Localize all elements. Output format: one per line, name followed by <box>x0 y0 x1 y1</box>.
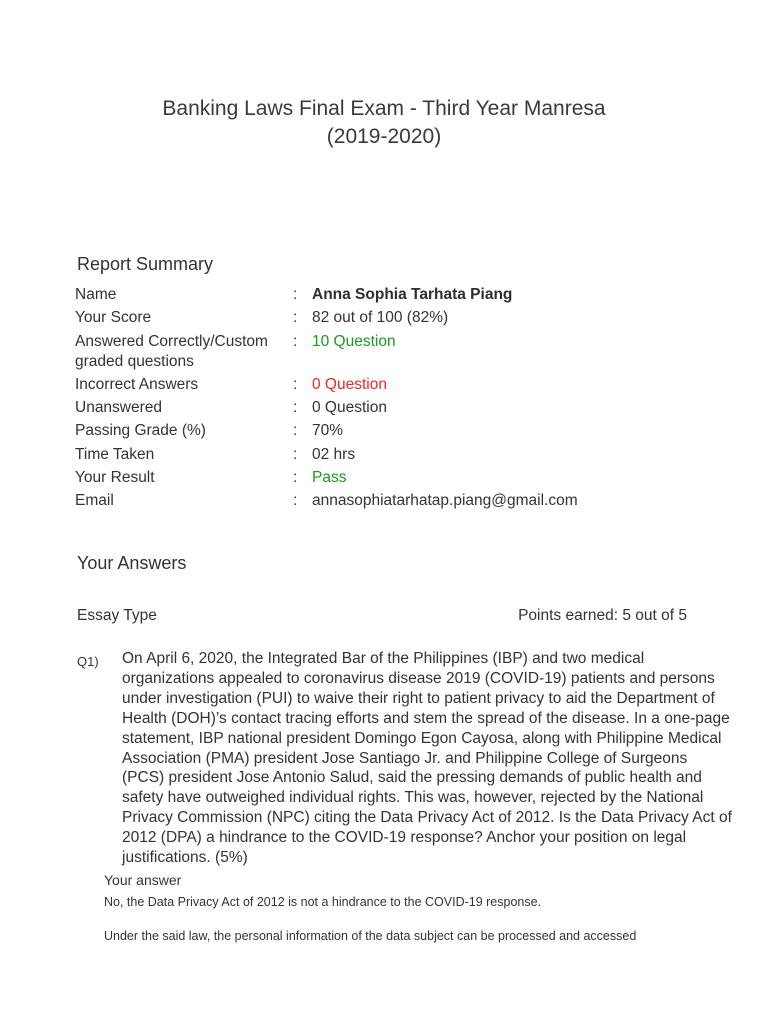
summary-label: Name <box>75 286 117 303</box>
answer-paragraph: No, the Data Privacy Act of 2012 is not a hindrance to the COVID-19 response. <box>104 895 542 909</box>
summary-label: Answered Correctly/Custom graded questions <box>75 332 268 370</box>
summary-separator: : <box>293 286 298 303</box>
summary-label: Email <box>75 492 114 510</box>
summary-row-time-taken <box>75 445 715 465</box>
summary-separator: : <box>293 445 298 463</box>
summary-label: Your Score <box>75 309 152 327</box>
email-value: annasophiatarhatap.piang@gmail.com <box>312 492 578 510</box>
summary-label: Time Taken <box>75 445 155 463</box>
summary-row-passing-grade <box>75 421 715 441</box>
page-title-line-2: (2019-2020) <box>326 125 442 148</box>
question-header <box>77 606 687 626</box>
summary-row-result <box>75 468 715 488</box>
time-taken-value: 02 hrs <box>312 445 356 463</box>
page-title <box>0 95 768 151</box>
summary-label: Passing Grade (%) <box>75 422 206 440</box>
unanswered-value: 0 Question <box>312 399 387 417</box>
points-earned-label: Points earned: 5 out of 5 <box>518 607 687 624</box>
summary-separator: : <box>293 309 298 327</box>
report-summary-heading: Report Summary <box>77 254 214 274</box>
page-title-line-1: Banking Laws Final Exam - Third Year Manresa <box>162 97 606 120</box>
summary-separator: : <box>293 469 298 487</box>
report-summary-table <box>75 285 715 515</box>
summary-separator: : <box>293 422 298 440</box>
your-answers-heading: Your Answers <box>77 553 187 573</box>
summary-label: Your Result <box>75 469 155 487</box>
question-type-label: Essay Type <box>77 607 157 624</box>
summary-row-score <box>75 308 715 328</box>
your-answer-label: Your answer <box>104 872 182 888</box>
answer-paragraph: Under the said law, the personal information of the data subject can be processed and accessed <box>104 929 637 943</box>
question-text: On April 6, 2020, the Integrated Bar of the Philippines (IBP) and two medical organizations appealed to coronavirus disease 2019 (COVID-19) patients and persons under investigation (PUI) to waive their right to patient privacy to aid the Department of Health (DOH)’s contact tracing efforts and stem the spread of the disease. In a one-page statement, IBP national president Domingo Egon Cayosa, along with Philippine Medical Association (PMA) president Jose Santiago Jr. and Philippine College of Surgeons (PCS) president Jose Antonio Salud, said the pressing demands of public health and safety have outweighed individual rights. This was, however, rejected by the National Privacy Commission (NPC) citing the Data Privacy Act of 2012. Is the Data Privacy Act of 2012 (DPA) a hindrance to the COVID-19 response? Anchor your position on legal justifications. (5%) <box>122 650 732 867</box>
summary-row-unanswered <box>75 398 715 418</box>
result-value: Pass <box>312 469 347 487</box>
student-name-value: Anna Sophia Tarhata Piang <box>312 286 513 303</box>
incorrect-answers-value: 0 Question <box>312 375 387 393</box>
summary-row-answered-correctly <box>75 332 715 372</box>
summary-row-email <box>75 491 715 511</box>
summary-row-name <box>75 285 715 305</box>
summary-label: Unanswered <box>75 399 163 417</box>
summary-label: Incorrect Answers <box>75 375 199 393</box>
passing-grade-value: 70% <box>312 422 344 440</box>
summary-row-incorrect <box>75 375 715 395</box>
question-number: Q1) <box>77 654 99 669</box>
answered-correctly-value: 10 Question <box>312 332 396 350</box>
summary-separator: : <box>293 399 298 417</box>
summary-separator: : <box>293 492 298 510</box>
summary-separator: : <box>293 332 298 350</box>
summary-separator: : <box>293 375 298 393</box>
score-value: 82 out of 100 (82%) <box>312 309 449 327</box>
